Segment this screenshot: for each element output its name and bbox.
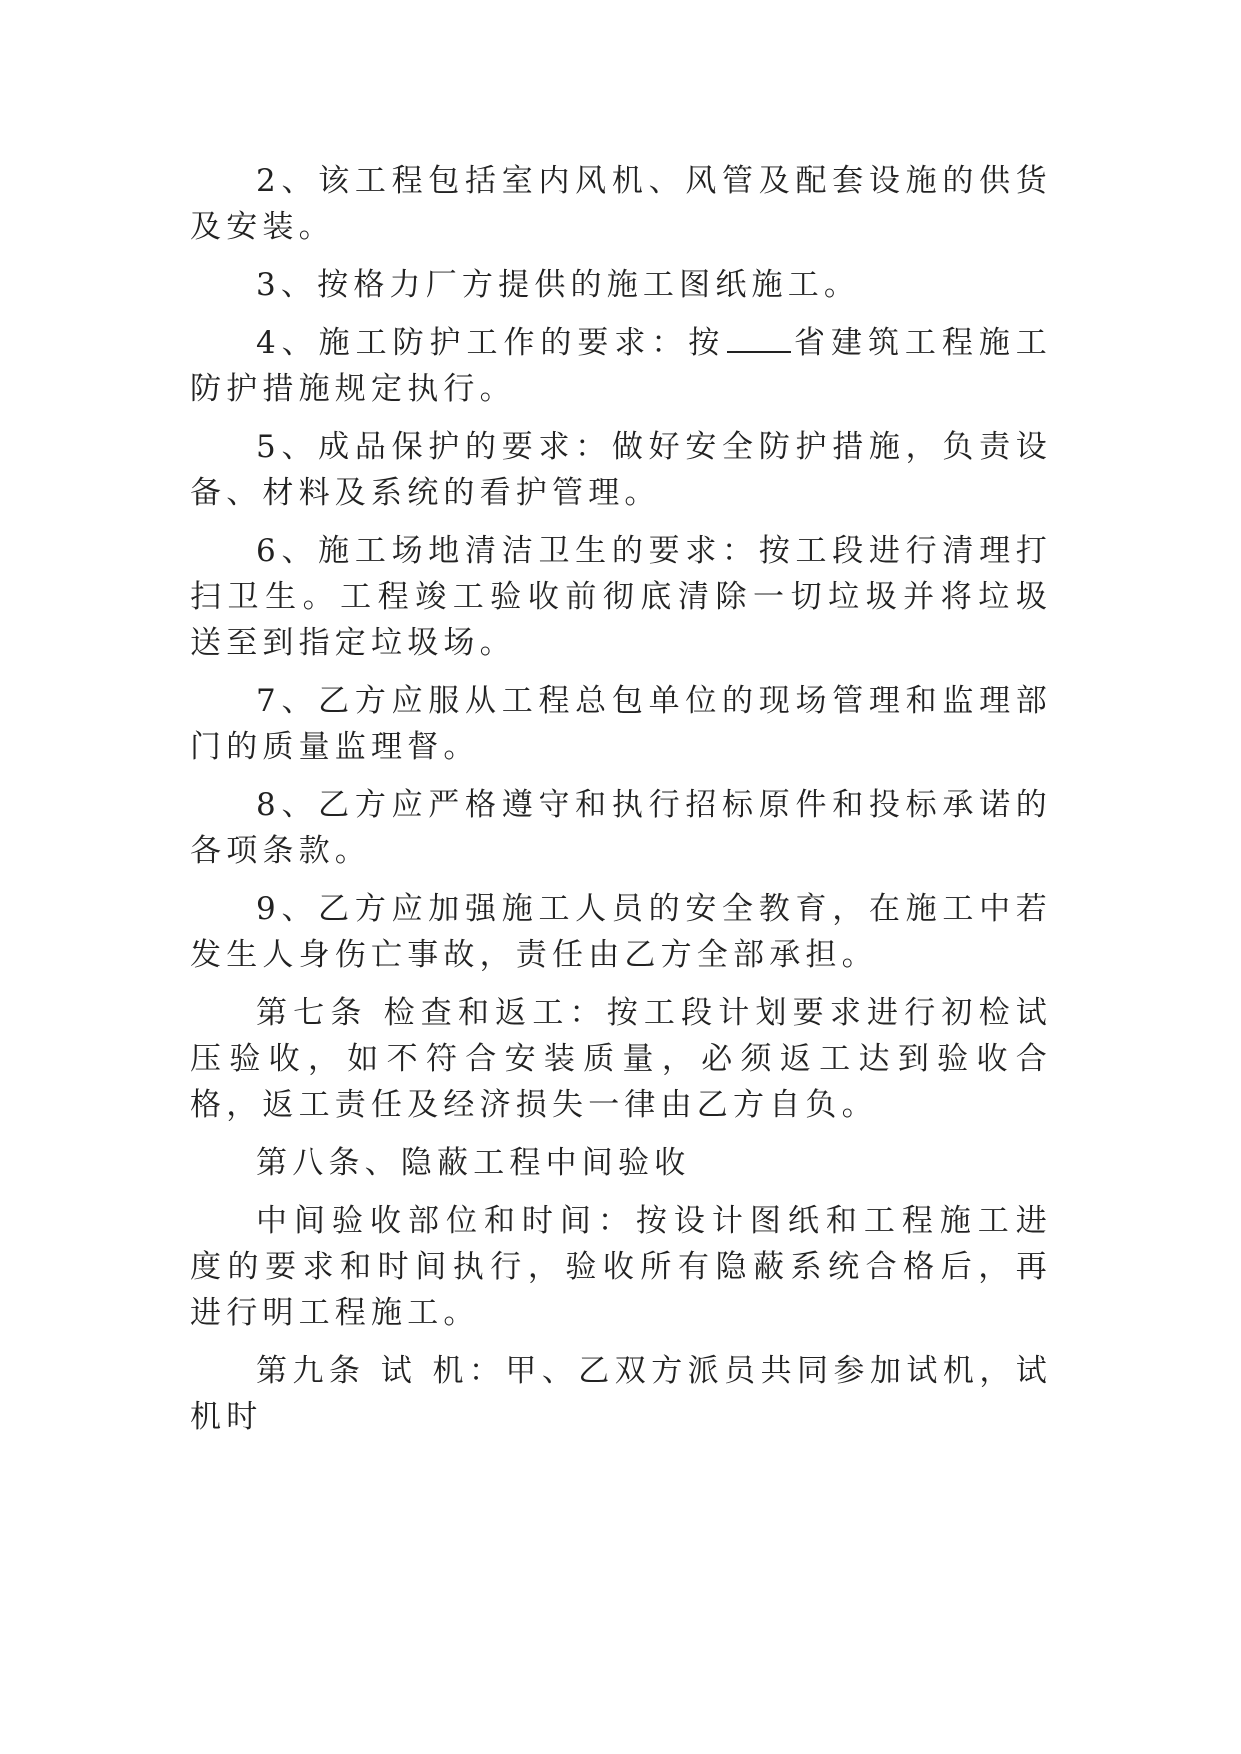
article-8-heading: 第八条、隐蔽工程中间验收 — [256, 1145, 691, 1181]
article-8-body-paragraph: 中间验收部位和时间：按设计图纸和工程施工进度的要求和时间执行，验收所有隐蔽系统合格后，再进行明工程施工。 — [190, 1203, 1052, 1331]
clause-7-paragraph: 7、乙方应服从工程总包单位的现场管理和监理部门的质量监理督。 — [190, 683, 1052, 765]
clause-8-paragraph: 8、乙方应严格遵守和执行招标原件和投标承诺的各项条款。 — [190, 787, 1052, 869]
clause-4-text-before: 4、施工防护工作的要求：按 — [256, 325, 726, 361]
clause-9-paragraph: 9、乙方应加强施工人员的安全教育，在施工中若发生人身伤亡事故，责任由乙方全部承担。 — [190, 891, 1052, 973]
document-body — [190, 158, 1052, 1452]
clause-4-paragraph — [190, 320, 1052, 412]
clause-4-text-after: 省建筑工程施工防护措施规定执行。 — [190, 325, 1052, 407]
article-9-paragraph: 第九条 试 机：甲、乙双方派员共同参加试机，试机时 — [190, 1353, 1052, 1435]
clause-5-paragraph: 5、成品保护的要求：做好安全防护措施，负责设备、材料及系统的看护管理。 — [190, 429, 1052, 511]
article-7-paragraph: 第七条 检查和返工：按工段计划要求进行初检试压验收，如不符合安装质量，必须返工达到验收合格，返工责任及经济损失一律由乙方自负。 — [190, 995, 1052, 1123]
fill-in-blank — [727, 321, 791, 353]
clause-2-paragraph: 2、该工程包括室内风机、风管及配套设施的供货及安装。 — [190, 163, 1052, 245]
clause-3-paragraph: 3、按格力厂方提供的施工图纸施工。 — [256, 267, 861, 303]
clause-6-paragraph: 6、施工场地清洁卫生的要求：按工段进行清理打扫卫生。工程竣工验收前彻底清除一切垃圾并将垃圾送至到指定垃圾场。 — [190, 533, 1052, 661]
